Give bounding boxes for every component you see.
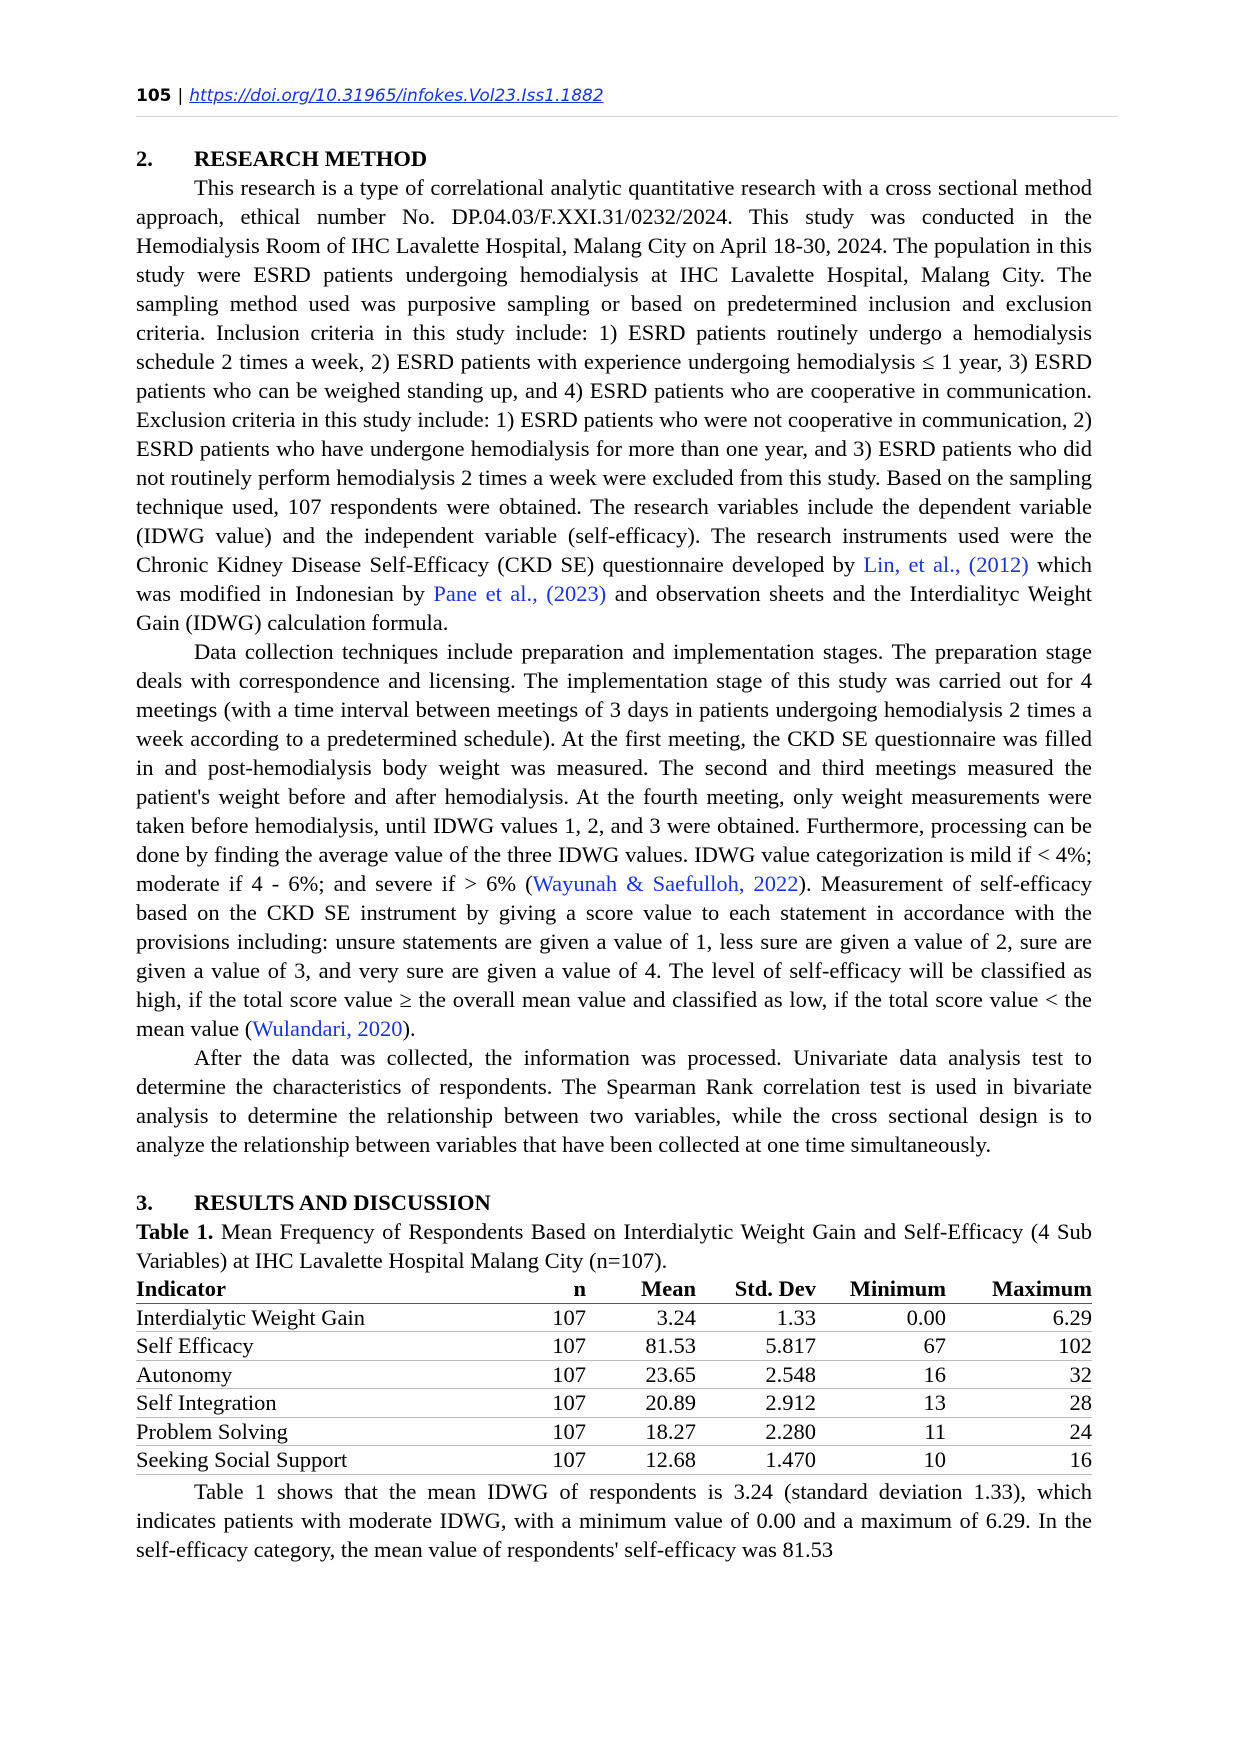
table-cell: 1.470: [696, 1446, 816, 1475]
table-cell: Seeking Social Support: [136, 1446, 506, 1475]
column-header: Mean: [586, 1275, 696, 1303]
column-header: Minimum: [816, 1275, 946, 1303]
table-cell: 0.00: [816, 1303, 946, 1332]
table-row: [136, 1360, 1092, 1389]
table-row: [136, 1389, 1092, 1418]
table-cell: 81.53: [586, 1332, 696, 1361]
table-cell: 107: [506, 1389, 586, 1418]
section-spacer: [136, 1159, 1092, 1188]
page-number: 105: [136, 86, 172, 106]
table-cell: 107: [506, 1303, 586, 1332]
section-heading-research-method: [136, 144, 1092, 173]
table-cell: 107: [506, 1446, 586, 1475]
table-cell: Interdialytic Weight Gain: [136, 1303, 506, 1332]
paragraph-data-collection: [136, 637, 1092, 1043]
text-run: and observation sheets and the Interdialityc Weight Gain (IDWG) calculation formula.: [136, 581, 1093, 635]
table-cell: 2.912: [696, 1389, 816, 1418]
table-cell: 20.89: [586, 1389, 696, 1418]
citation-link-wayunah-2022[interactable]: Wayunah & Saefulloh, 2022: [532, 871, 799, 896]
table-cell: 2.280: [696, 1417, 816, 1446]
table-cell: 102: [946, 1332, 1092, 1361]
citation-link-pane-2023[interactable]: Pane et al., (2023): [433, 581, 607, 606]
table-header-row: [136, 1275, 1092, 1303]
citation-link-wulandari-2020[interactable]: Wulandari, 2020: [252, 1016, 403, 1041]
paragraph-data-analysis: After the data was collected, the information was processed. Univariate data analysis test to determine the characteristics of respondents. The Spearman Rank correlation test is used in bivariate analysis to determine the relationship between two variables, while the cross sectional design is to analyze the relationship between variables that have been collected at one time simultaneously.: [136, 1045, 1092, 1157]
table-cell: 28: [946, 1389, 1092, 1418]
column-header: Std. Dev: [696, 1275, 816, 1303]
section-title: RESEARCH METHOD: [194, 146, 428, 171]
results-table: [136, 1275, 1092, 1475]
column-header: Maximum: [946, 1275, 1092, 1303]
table-cell: Self Integration: [136, 1389, 506, 1418]
table-cell: 12.68: [586, 1446, 696, 1475]
table-cell: 107: [506, 1360, 586, 1389]
text-run: Data collection techniques include preparation and implementation stages. The preparation stage deals with correspondence and licensing. The implementation stage of this study was carried out for 4 meetings (with a time interval between meetings of 3 days in patients undergoing hemodialysis 2 times a week according to a predetermined schedule). At the first meeting, the CKD SE questionnaire was filled in and post-hemodialysis body weight was measured. The second and third meetings measured the patient's weight before and after hemodialysis. At the fourth meeting, only weight measurements were taken before hemodialysis, until IDWG values 1, 2, and 3 were obtained. Furthermore, processing can be done by finding the average value of the three IDWG values. IDWG value categorization is mild if < 4%; moderate if 4 - 6%; and severe if > 6% (: [136, 639, 1092, 896]
table-cell: 16: [816, 1360, 946, 1389]
table-cell: 3.24: [586, 1303, 696, 1332]
table-cell: 107: [506, 1417, 586, 1446]
section-title: RESULTS AND DISCUSSION: [194, 1190, 491, 1215]
paragraph-table-discussion: Table 1 shows that the mean IDWG of respondents is 3.24 (standard deviation 1.33), which indicates patients with moderate IDWG, with a minimum value of 0.00 and a maximum of 6.29. In the self-efficacy category, the mean value of respondents' self-efficacy was 81.53: [136, 1478, 1092, 1562]
header-separator: |: [177, 86, 184, 106]
table-cell: 24: [946, 1417, 1092, 1446]
citation-link-lin-2012[interactable]: Lin, et al., (2012): [863, 552, 1029, 577]
table-cell: 13: [816, 1389, 946, 1418]
table-caption-label: Table 1.: [136, 1219, 214, 1244]
table-cell: 18.27: [586, 1417, 696, 1446]
column-header: Indicator: [136, 1275, 506, 1303]
table-cell: 32: [946, 1360, 1092, 1389]
table-row: [136, 1303, 1092, 1332]
table-cell: 2.548: [696, 1360, 816, 1389]
page-body: [136, 144, 1092, 1564]
running-header: [136, 86, 1118, 117]
table-cell: 5.817: [696, 1332, 816, 1361]
text-run: ).: [402, 1016, 416, 1041]
doi-link[interactable]: https://doi.org/10.31965/infokes.Vol23.Iss1.1882: [189, 86, 604, 106]
section-heading-results: [136, 1188, 1092, 1217]
table-cell: 6.29: [946, 1303, 1092, 1332]
table-cell: Autonomy: [136, 1360, 506, 1389]
table-cell: 23.65: [586, 1360, 696, 1389]
text-run: ). Measurement of self-efficacy based on the CKD SE instrument by giving a score value to each statement in accordance with the provisions including: unsure statements are given a value of 1, less sure are given a value of 2, sure are given a value of 3, and very sure are given a value of 4. The level of self-efficacy will be classified as high, if the total score value ≥ the overall mean value and classified as low, if the total score value < the mean value (: [136, 871, 1092, 1041]
table-row: [136, 1446, 1092, 1475]
text-run: This research is a type of correlational analytic quantitative research with a cross sectional method approach, ethical number No. DP.04.03/F.XXI.31/0232/2024. This study was conducted in the Hemodialysis Room of IHC Lavalette Hospital, Malang City on April 18-30, 2024. The population in this study were ESRD patients undergoing hemodialysis at IHC Lavalette Hospital, Malang City. The sampling method used was purposive sampling or based on predetermined inclusion and exclusion criteria. Inclusion criteria in this study include: 1) ESRD patients routinely undergo a hemodialysis schedule 2 times a week, 2) ESRD patients with experience undergoing hemodialysis ≤ 1 year, 3) ESRD patients who can be weighed standing up, and 4) ESRD patients who are cooperative in communication. Exclusion criteria in this study include: 1) ESRD patients who were not cooperative in communication, 2) ESRD patients who have undergone hemodialysis for more than one year, and 3) ESRD patients who did not routinely perform hemodialysis 2 times a week were excluded from this study. Based on the sampling technique used, 107 respondents were obtained. The research variables include the dependent variable (IDWG value) and the independent variable (self-efficacy). The research instruments used were the Chronic Kidney Disease Self-Efficacy (CKD SE) questionnaire developed by: [136, 175, 1092, 577]
table-cell: 107: [506, 1332, 586, 1361]
table-cell: 10: [816, 1446, 946, 1475]
table-cell: Problem Solving: [136, 1417, 506, 1446]
section-number: 3.: [136, 1190, 153, 1215]
table-row: [136, 1332, 1092, 1361]
text-run: which was modified in Indonesian by: [136, 552, 1092, 606]
table-cell: 11: [816, 1417, 946, 1446]
table-cell: Self Efficacy: [136, 1332, 506, 1361]
paragraph-method-overview: [136, 173, 1092, 637]
table-cell: 1.33: [696, 1303, 816, 1332]
section-number: 2.: [136, 146, 153, 171]
table-row: [136, 1417, 1092, 1446]
column-header: n: [506, 1275, 586, 1303]
table-cell: 67: [816, 1332, 946, 1361]
table-caption-text: Mean Frequency of Respondents Based on Interdialytic Weight Gain and Self-Efficacy (4 Sub Variables) at IHC Lavalette Hospital Malang City (n=107).: [136, 1219, 1092, 1273]
table-caption: [136, 1217, 1092, 1275]
table-cell: 16: [946, 1446, 1092, 1475]
